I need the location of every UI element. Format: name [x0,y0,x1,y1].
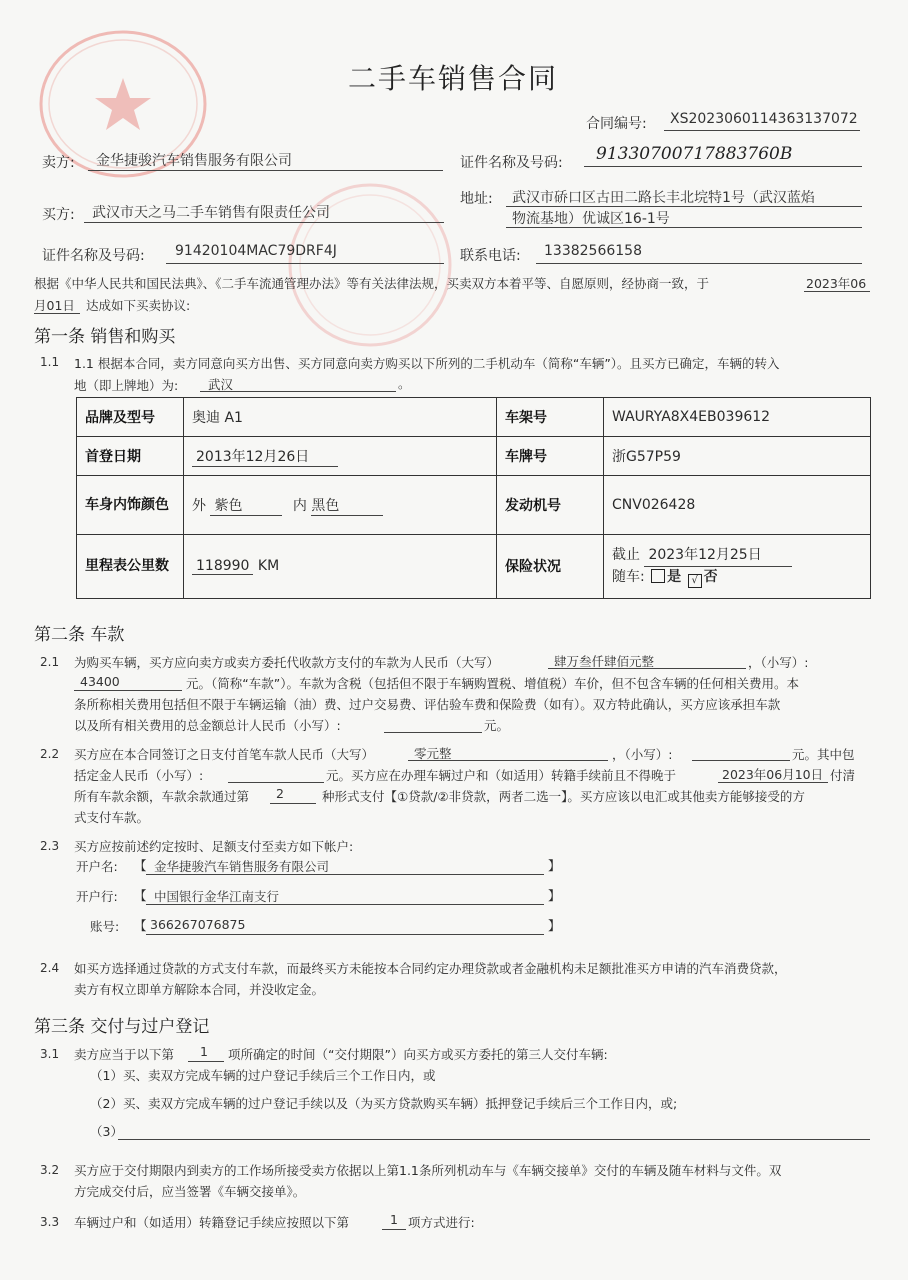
article2-2-line1b: ，（小写）: [612,747,673,762]
interior-prefix: 内 [292,497,307,514]
interior-color: 黑色 [311,495,383,516]
seller-name: 金华捷骏汽车销售服务有限公司 [96,153,292,169]
transfer-item: 1 [390,1212,398,1227]
check-mark-icon: √ [691,574,698,586]
account-number-value: 366267076875 [150,917,246,932]
article2-1-line1: 为购买车辆，买方应向卖方或卖方委托代收款方支付的车款为人民币（大写） [74,655,500,670]
no-label: 否 [703,568,718,585]
article2-4-line2: 卖方有权立即单方解除本合同，并没收定金。 [74,982,325,997]
color-cell [184,476,497,534]
article3-2-number: 3.2 [40,1163,60,1177]
buyer-addr-line1: 武汉市硚口区古田二路长丰北垸特1号（武汉蓝焰 [512,190,815,206]
contract-title: 二手车销售合同 [348,62,559,95]
preamble-line2: 达成如下买卖协议: [86,298,191,313]
insurance-cell [604,534,871,598]
insurance-prefix: 截止 [612,546,640,563]
bank-value: 中国银行金华江南支行 [154,889,280,904]
mileage-label: 里程表公里数 [77,534,184,598]
contract-no-underline [664,130,860,131]
bank-underline [146,904,544,905]
article3-3-number: 3.3 [40,1215,60,1229]
article2-3-line1: 买方应按前述约定按时、足额支付至卖方如下帐户: [74,839,354,854]
preamble-date-a: 2023年06 [806,276,867,291]
article2-2-number: 2.2 [40,747,60,761]
article3-1-option1: （1）买、卖双方完成车辆的过户登记手续后三个工作日内，或 [90,1068,436,1083]
article3-1-option3: （3） [90,1124,123,1139]
buyer-phone-underline [536,263,862,264]
destination-city: 武汉 [208,377,234,392]
article2-1-number: 2.1 [40,655,60,669]
buyer-addr-line2: 物流基地）优诚区16-1号 [512,211,670,227]
total-amount-underline [384,732,482,733]
buyer-addr-label: 地址: [460,191,493,207]
buyer-name: 武汉市天之马二手车销售有限责任公司 [92,205,330,221]
brand-value: 奥迪 A1 [184,398,497,437]
price-in-words-underline [548,668,746,669]
preamble-date-b-underline [34,313,80,314]
insurance-date: 2023年12月25日 [644,545,792,567]
article3-title: 第三条 交付与过户登记 [34,1017,210,1037]
article1-title: 第一条 销售和购买 [34,327,176,347]
yes-checkbox[interactable] [651,569,665,583]
mileage-cell [184,534,497,598]
payment-deadline: 2023年06月10日 [722,767,824,782]
article2-2-line1: 买方应在本合同签订之日支付首笔车款人民币（大写） [74,747,375,762]
plate-label: 车牌号 [497,437,604,476]
reg-date-cell [184,437,497,476]
article2-1-line2: 元。（简称“车款”）。车款为含税（包括但不限于车辆购置税、增值税）车价，但不包含车辆的任何相关费用。本 [186,676,799,691]
first-payment-underline [408,760,608,761]
article2-3-number: 2.3 [40,839,60,853]
destination-period: 。 [398,376,411,391]
preamble-date-a-underline [804,291,870,292]
buyer-addr-underline1 [506,206,862,207]
seller-id-label: 证件名称及号码: [460,155,563,171]
reg-date-value: 2013年12月26日 [192,446,338,467]
article3-1-line1b: 项所确定的时间（“交付期限”）向买方或买方委托的第三人交付车辆: [228,1047,608,1062]
account-name-underline [146,874,544,875]
buyer-phone-label: 联系电话: [460,248,521,264]
contract-no-label: 合同编号: [586,116,647,132]
transfer-item-underline [382,1229,406,1230]
article2-2-line3b: 种形式支付【①贷款/②非贷款，两者二选一】。买方应该以电汇或其他卖方能够接受的方 [322,789,805,804]
vin-label: 车架号 [497,398,604,437]
option3-underline [118,1139,870,1140]
yes-label: 是 [667,568,682,585]
payment-deadline-underline [718,782,828,783]
bank-lbracket: 【 [134,888,147,903]
buyer-underline [84,222,444,223]
account-number-underline [146,934,544,935]
price-amount: 43400 [80,674,120,689]
delivery-item-underline [188,1061,224,1062]
article3-3-line1a: 车辆过户和（如适用）转籍登记手续应按照以下第 [74,1215,350,1230]
seller-id-underline [584,166,862,167]
seller-underline [88,170,443,171]
article3-1-option2: （2）买、卖双方完成车辆的过户登记手续以及（为买方贷款购买车辆）抵押登记手续后三个工作日内，或; [90,1096,678,1111]
vehicle-info-table [76,397,871,599]
accompany-label: 随车: [612,568,645,585]
reg-date-label: 首登日期 [77,437,184,476]
article2-2-line2a: 括定金人民币（小写）: [74,768,204,783]
article2-2-line1c: 元。其中包 [792,747,855,762]
account-number-label: 账号: [90,919,120,934]
destination-city-underline [200,391,396,392]
seller-id-handwritten: 91330700717883760B [596,144,793,164]
buyer-id-label: 证件名称及号码: [42,248,145,264]
vin-value: WAURYA8X4EB039612 [604,398,871,437]
seller-label: 卖方: [42,155,75,171]
account-name-rbracket: 】 [548,858,561,873]
account-name-lbracket: 【 [134,858,147,873]
article2-2-line2b: 元。买方应在办理车辆过户和（如适用）转籍手续前且不得晚于 [326,768,677,783]
article2-2-line2c: 付清 [830,768,856,783]
price-in-words: 肆万叁仟肆佰元整 [554,654,655,669]
article2-1-line3: 条所称相关费用包括但不限于车辆运输（油）费、过户交易费、评估验车费和保险费（如有）。双方特此确认，买方应该承担车款 [74,697,781,712]
account-number-rbracket: 】 [548,918,561,933]
deposit-underline [228,782,324,783]
article2-title: 第二条 车款 [34,625,125,645]
contract-no-value: XS2023060114363137072 [670,111,858,127]
article3-1-number: 3.1 [40,1047,60,1061]
mileage-unit: KM [257,557,280,574]
preamble-date-b: 月01日 [34,298,75,313]
article3-3-line1b: 项方式进行: [408,1215,475,1230]
exterior-prefix: 外 [192,497,206,514]
no-checkbox-checked[interactable] [688,574,702,588]
buyer-label: 买方: [42,207,75,223]
plate-value: 浙G57P59 [604,437,871,476]
delivery-item: 1 [200,1044,208,1059]
buyer-phone-value: 13382566158 [544,243,642,259]
buyer-id-underline [166,263,444,264]
article3-2-line2: 方完成交付后，应当签署《车辆交接单》。 [74,1184,306,1199]
buyer-addr-underline2 [506,227,862,228]
first-payment-in-words: 零元整 [414,746,452,761]
buyer-id-value: 91420104MAC79DRF4J [175,243,337,259]
first-payment-amount-underline [692,760,790,761]
account-number-lbracket: 【 [134,918,147,933]
article3-2-line1: 买方应于交付期限内到卖方的工作场所接受卖方依据以上第1.1条所列机动车与《车辆交接单》交付的车辆及随车材料与文件。双 [74,1163,782,1178]
price-amount-underline [74,690,182,691]
exterior-color: 紫色 [210,495,282,516]
color-label: 车身内饰颜色 [77,476,184,534]
account-name-value: 金华捷骏汽车销售服务有限公司 [154,859,330,874]
insurance-label: 保险状况 [497,534,604,598]
mileage-value: 118990 [192,558,253,575]
article2-2-line3a: 所有车款余额，车款余款通过第 [74,789,250,804]
article1-1-number: 1.1 [40,355,60,369]
article3-1-line1a: 卖方应当于以下第 [74,1047,175,1062]
engine-value: CNV026428 [604,476,871,534]
preamble-line1: 根据《中华人民共和国民法典》、《二手车流通管理办法》等有关法律法规，买卖双方本着平等、自愿原则，经协商一致，于 [34,276,710,291]
article2-1-line1b: ，（小写）: [748,655,809,670]
article2-4-line1: 如买方选择通过贷款的方式支付车款，而最终买方未能按本合同约定办理贷款或者金融机构未足额批准买方申请的汽车消费贷款， [74,961,787,976]
article2-1-line4: 以及所有相关费用的总金额总计人民币（小写）: [74,718,341,733]
payment-method: 2 [276,786,284,801]
bank-label: 开户行: [76,889,118,904]
article2-2-line4: 式支付车款。 [74,810,150,825]
brand-label: 品牌及型号 [77,398,184,437]
engine-label: 发动机号 [497,476,604,534]
article2-1-line4-end: 元。 [484,718,510,733]
article1-1-text-line2: 地（即上牌地）为: [74,378,179,393]
article1-1-text-line1: 1.1 根据本合同，卖方同意向买方出售、买方同意向卖方购买以下所列的二手机动车（简称“车辆”）。且买方已确定，车辆的转入 [74,356,780,371]
article2-4-number: 2.4 [40,961,60,975]
account-name-label: 开户名: [76,859,118,874]
payment-method-underline [270,803,316,804]
bank-rbracket: 】 [548,888,561,903]
